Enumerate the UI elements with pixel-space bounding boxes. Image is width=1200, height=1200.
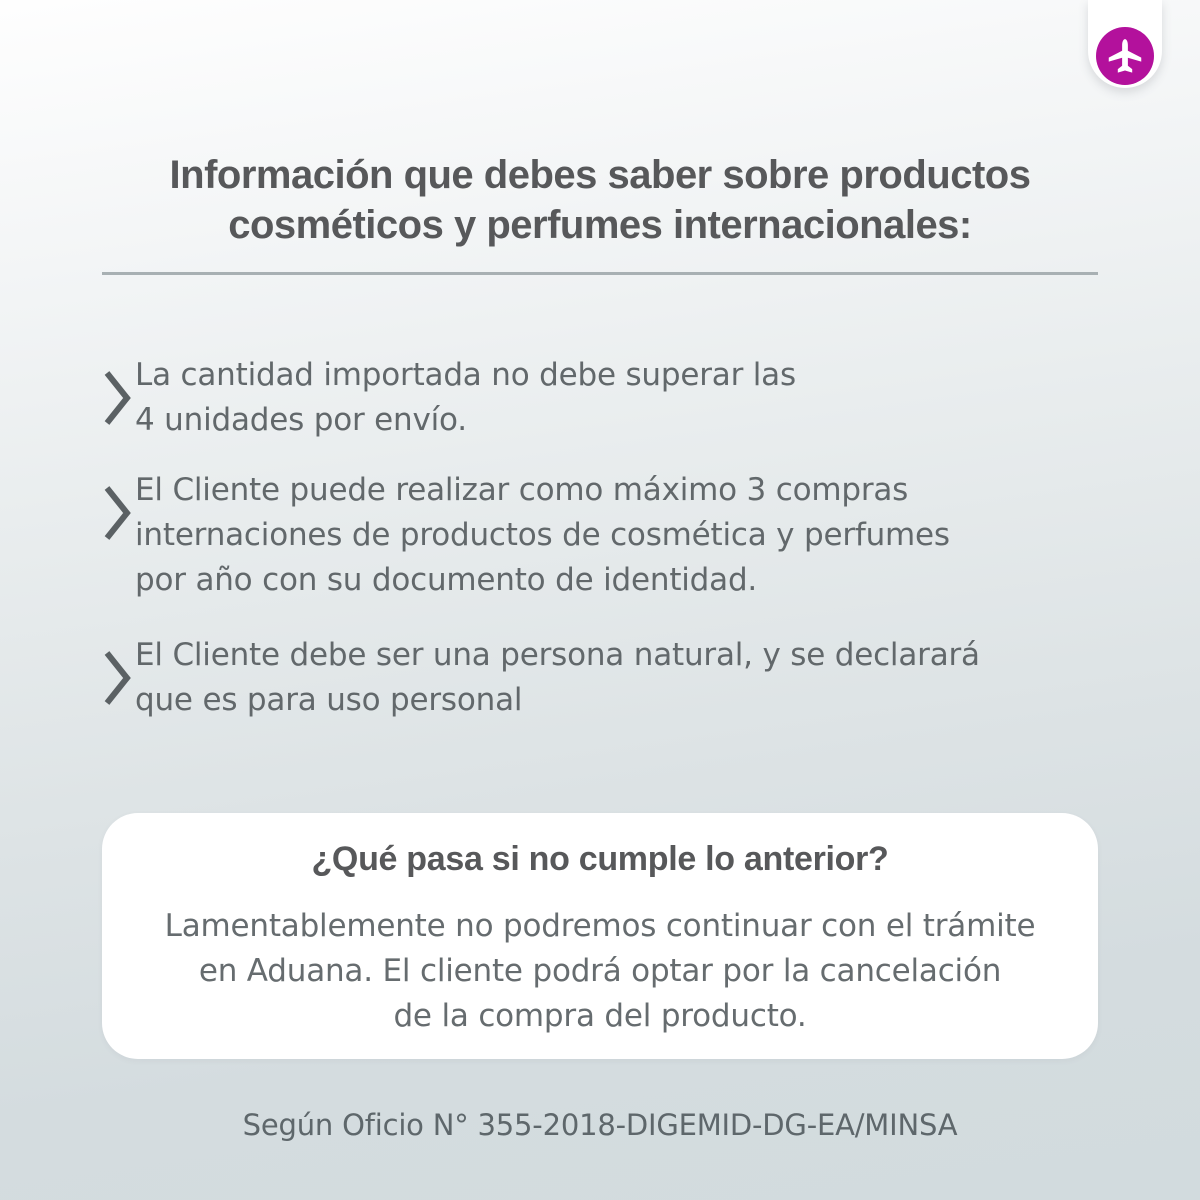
bullet-line: 4 unidades por envío. [135, 402, 467, 438]
warning-card [102, 813, 1098, 1059]
warning-card-body [142, 904, 1058, 1039]
info-bullet-list [0, 353, 1200, 723]
title-divider [102, 272, 1098, 275]
page-title [0, 150, 1200, 250]
bullet-text [135, 353, 796, 443]
bullet-line: internaciones de productos de cosmética y perfumes [135, 517, 950, 553]
chevron-right-icon [103, 353, 135, 443]
bullet-line: que es para uso personal [135, 682, 523, 718]
brand-ribbon [1088, 0, 1162, 88]
page-title-line-1: Información que debes saber sobre productos [169, 153, 1031, 197]
card-body-line: Lamentablemente no podremos continuar con el trámite [164, 908, 1036, 944]
bullet-item-quantity [0, 353, 1200, 443]
bullet-item-natural-person [0, 633, 1200, 723]
bullet-item-purchases [0, 468, 1200, 603]
chevron-right-icon [103, 468, 135, 558]
airplane-badge [1096, 27, 1154, 85]
bullet-line: El Cliente puede realizar como máximo 3 compras [135, 472, 909, 508]
bullet-text [135, 633, 980, 723]
card-body-line: en Aduana. El cliente podrá optar por la cancelación [198, 953, 1002, 989]
bullet-line: El Cliente debe ser una persona natural, y se declarará [135, 637, 980, 673]
airplane-icon [1105, 36, 1145, 76]
warning-card-title: ¿Qué pasa si no cumple lo anterior? [311, 840, 889, 878]
footer-reference: Según Oficio N° 355-2018-DIGEMID-DG-EA/MINSA [242, 1108, 958, 1142]
chevron-right-icon [103, 633, 135, 723]
bullet-line: por año con su documento de identidad. [135, 562, 758, 598]
bullet-line: La cantidad importada no debe superar las [135, 357, 796, 393]
page-title-line-2: cosméticos y perfumes internacionales: [228, 203, 972, 247]
bullet-text [135, 468, 950, 603]
card-body-line: de la compra del producto. [393, 998, 807, 1034]
